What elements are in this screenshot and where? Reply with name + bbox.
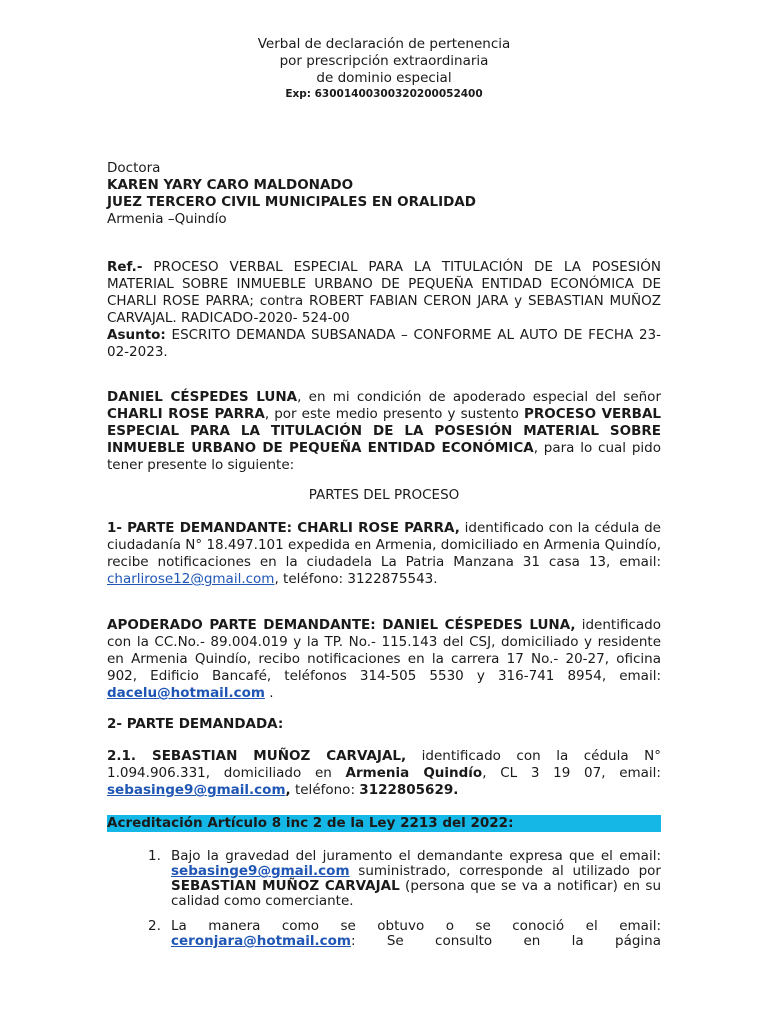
plaintiff-label: 1- PARTE DEMANDANTE: CHARLI ROSE PARRA, <box>107 520 460 536</box>
intro-text-1: , en mi condición de apoderado especial del señor <box>297 389 661 405</box>
parties-title <box>107 487 661 504</box>
accreditation-title-text: Acreditación Artículo 8 inc 2 de la Ley 2213 del 2022: <box>107 815 661 832</box>
attorney-label: APODERADO PARTE DEMANDANTE: DANIEL CÉSPEDES LUNA, <box>107 617 576 633</box>
attorney-text: identificado con la CC.No.- 89.004.019 y la TP. No.- 115.143 del CSJ, domiciliado y residente en Armenia Quindío, recibo notificaciones en la carrera 17 No.- 20-27, oficina 902, Edificio Bancafé, teléfonos 314-505 5530 y 316-741 8954, email: <box>107 617 661 684</box>
process-name: PROCESO VERBAL ESPECIAL PARA LA TITULACIÓN DE LA POSESIÓN MATERIAL SOBRE INMUEBLE URBANO DE PEQUEÑA ENTIDAD ECONÓMICA <box>107 406 661 456</box>
defendant1-comma: , <box>285 782 291 798</box>
plaintiff-text-2: , teléfono: 3122875543. <box>274 571 438 587</box>
list-item-1-number: 1. <box>148 848 161 864</box>
subject-label: Asunto: <box>107 327 166 343</box>
defendant1-text-3: teléfono: <box>290 782 360 798</box>
intro-text-3: , para lo cual pido tener presente lo siguiente: <box>107 440 661 473</box>
attorney-text-2: . <box>264 685 274 701</box>
accreditation-title <box>107 815 661 832</box>
subject-text: ESCRITO DEMANDA SUBSANADA – CONFORME AL AUTO DE FECHA 23-02-2023. <box>107 327 661 360</box>
list-item-1-text-1: Bajo la gravedad del juramento el demandante expresa que el email: <box>171 848 661 864</box>
case-number: Exp: 63001400300320200052400 <box>285 88 483 100</box>
defendant-title-text: 2- PARTE DEMANDADA: <box>107 716 284 732</box>
attorney-name: DANIEL CÉSPEDES LUNA <box>107 389 298 405</box>
defendant1-label: 2.1. SEBASTIAN MUÑOZ CARVAJAL, <box>107 748 407 764</box>
ref-label: Ref.- <box>107 259 143 275</box>
header-line-3: de dominio especial <box>316 70 452 86</box>
ref-text: PROCESO VERBAL ESPECIAL PARA LA TITULACIÓN DE LA POSESIÓN MATERIAL SOBRE INMUEBLE URBANO DE PEQUEÑA ENTIDAD ECONÓMICA DE CHARLI ROSE PARRA; contra ROBERT FABIAN CERON JARA y SEBASTIAN MUÑOZ CARVAJAL. RADICADO-2020- 524-00 <box>107 259 661 326</box>
addressee-block <box>107 160 661 228</box>
defendant1-email-link[interactable]: sebasinge9@gmail.com <box>107 782 286 798</box>
parties-title-text: PARTES DEL PROCESO <box>308 487 460 503</box>
defendant1-city: Armenia Quindío <box>345 765 483 781</box>
salutation: Doctora <box>107 160 161 176</box>
list-item-1-text-2: suministrado, corresponde al utilizado por <box>349 863 661 879</box>
client-name: CHARLI ROSE PARRA <box>107 406 265 422</box>
intro-text-2: , por este medio presento y sustento <box>264 406 524 422</box>
list-item-2-text-1: La manera como se obtuvo o se conoció el email: <box>171 918 661 934</box>
plaintiff-paragraph <box>107 520 661 588</box>
defendant-title <box>107 716 661 733</box>
list-item-2-email-link[interactable]: ceronjara@hotmail.com <box>171 933 351 949</box>
list-item-1-email-link[interactable]: sebasinge9@gmail.com <box>171 863 350 879</box>
list-item-1-text-3: (persona que se va a notificar) en su calidad como comerciante. <box>171 878 662 909</box>
list-item-1 <box>148 849 661 909</box>
court-city: Armenia –Quindío <box>107 211 227 227</box>
defendant1-paragraph <box>107 748 661 799</box>
header-line-1: Verbal de declaración de pertenencia <box>257 36 511 52</box>
judge-name: KAREN YARY CARO MALDONADO <box>107 177 354 193</box>
reference-block <box>107 259 661 361</box>
header-line-2: por prescripción extraordinaria <box>279 53 489 69</box>
attorney-paragraph <box>107 617 661 702</box>
list-item-2-number: 2. <box>148 918 161 934</box>
list-item-2-text-2: : Se consulto en la página <box>350 933 661 949</box>
defendant1-text-2: , CL 3 19 07, email: <box>482 765 661 781</box>
court-name: JUEZ TERCERO CIVIL MUNICIPALES EN ORALIDAD <box>107 194 476 210</box>
plaintiff-email-link[interactable]: charlirose12@gmail.com <box>107 571 275 587</box>
document-header <box>0 36 768 100</box>
intro-paragraph <box>107 389 661 474</box>
list-item-2 <box>148 919 661 949</box>
list-item-1-bold: SEBASTIAN MUÑOZ CARVAJAL <box>171 878 400 894</box>
attorney-email-link[interactable]: dacelu@hotmail.com <box>107 685 265 701</box>
defendant1-phone: 3122805629. <box>359 782 459 798</box>
plaintiff-text: identificado con la cédula de ciudadanía N° 18.497.101 expedida en Armenia, domiciliado en Armenia Quindío, recibe notificaciones en la ciudadela La Patria Manzana 31 casa 13, email: <box>107 520 661 570</box>
defendant1-text: identificado con la cédula N° 1.094.906.331, domiciliado en <box>107 748 661 781</box>
